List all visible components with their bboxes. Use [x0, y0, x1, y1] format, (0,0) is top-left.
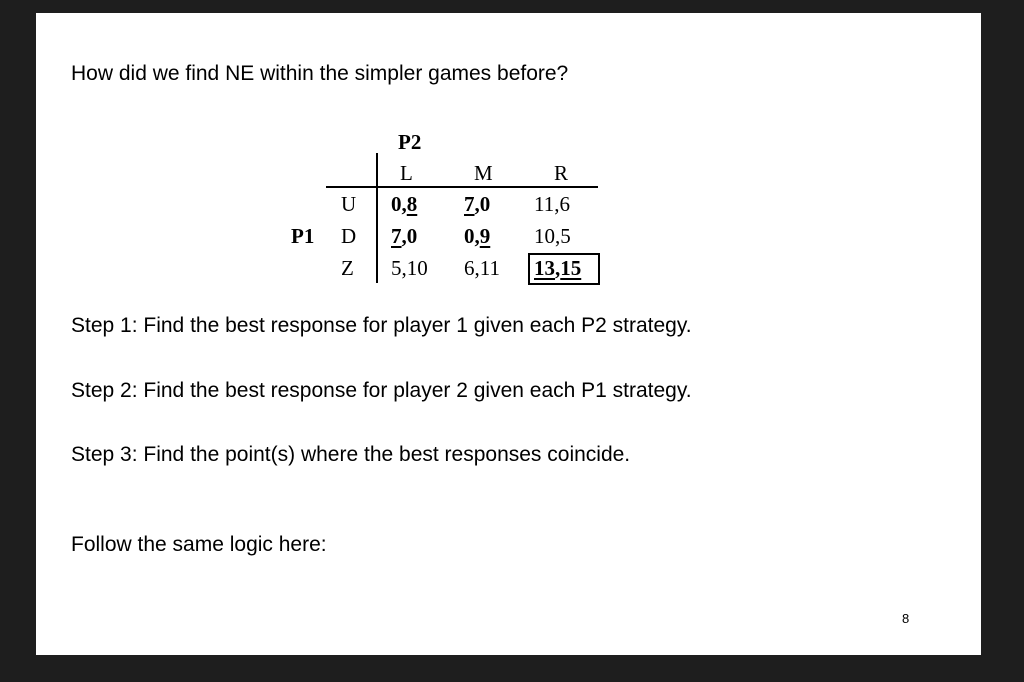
payoff-p1: 10: [534, 224, 555, 248]
slide: [36, 13, 981, 655]
payoff-p1: 13: [534, 256, 555, 280]
slide-question: How did we find NE within the simpler games before?: [71, 62, 569, 85]
payoff-cell: [391, 192, 417, 216]
payoff-p2: 11: [479, 256, 500, 280]
payoff-separator: ,: [554, 192, 560, 216]
payoff-p2: 9: [479, 224, 491, 248]
payoff-cell: [464, 224, 490, 248]
player-col-label: P2: [398, 130, 422, 154]
payoff-p1: 5: [391, 256, 402, 280]
payoff-p1: 0: [391, 192, 402, 216]
matrix-vertical-divider: [376, 153, 378, 283]
col-header-m: M: [474, 161, 493, 185]
step-3-text: Step 3: Find the point(s) where the best responses coincide.: [71, 443, 631, 466]
payoff-p2: 0: [479, 192, 491, 216]
payoff-separator: ,: [401, 224, 407, 248]
payoff-cell: [464, 256, 500, 280]
payoff-separator: ,: [401, 256, 407, 280]
payoff-p1: 7: [464, 192, 475, 216]
payoff-separator: ,: [474, 256, 480, 280]
payoff-p1: 6: [464, 256, 475, 280]
row-label-z: Z: [341, 256, 354, 280]
payoff-p2: 15: [560, 256, 582, 280]
payoff-separator: ,: [474, 224, 480, 248]
payoff-cell: [391, 256, 428, 280]
nash-equilibrium-box: [528, 253, 600, 285]
matrix-horizontal-divider: [326, 186, 598, 188]
payoff-p1: 0: [464, 224, 475, 248]
payoff-cell: [534, 192, 570, 216]
payoff-p2: 6: [559, 192, 570, 216]
step-1-text: Step 1: Find the best response for player 1 given each P2 strategy.: [71, 314, 692, 337]
row-label-d: D: [341, 224, 357, 248]
payoff-cell: [464, 192, 490, 216]
step-2-text: Step 2: Find the best response for player 2 given each P1 strategy.: [71, 379, 692, 402]
payoff-cell: [534, 224, 571, 248]
payoff-p2: 8: [406, 192, 418, 216]
payoff-p2: 10: [406, 256, 428, 280]
payoff-cell: [391, 224, 417, 248]
payoff-separator: ,: [555, 224, 561, 248]
payoff-p2: 5: [560, 224, 571, 248]
row-label-u: U: [341, 192, 357, 216]
payoff-p1: 11: [534, 192, 555, 216]
payoff-separator: ,: [401, 192, 407, 216]
follow-text: Follow the same logic here:: [71, 533, 327, 556]
col-header-l: L: [400, 161, 413, 185]
payoff-p2: 0: [406, 224, 418, 248]
player-row-label: P1: [291, 224, 315, 248]
payoff-p1: 7: [391, 224, 402, 248]
page-number: 8: [902, 611, 910, 626]
payoff-separator: ,: [555, 256, 561, 280]
payoff-separator: ,: [474, 192, 480, 216]
col-header-r: R: [554, 161, 569, 185]
